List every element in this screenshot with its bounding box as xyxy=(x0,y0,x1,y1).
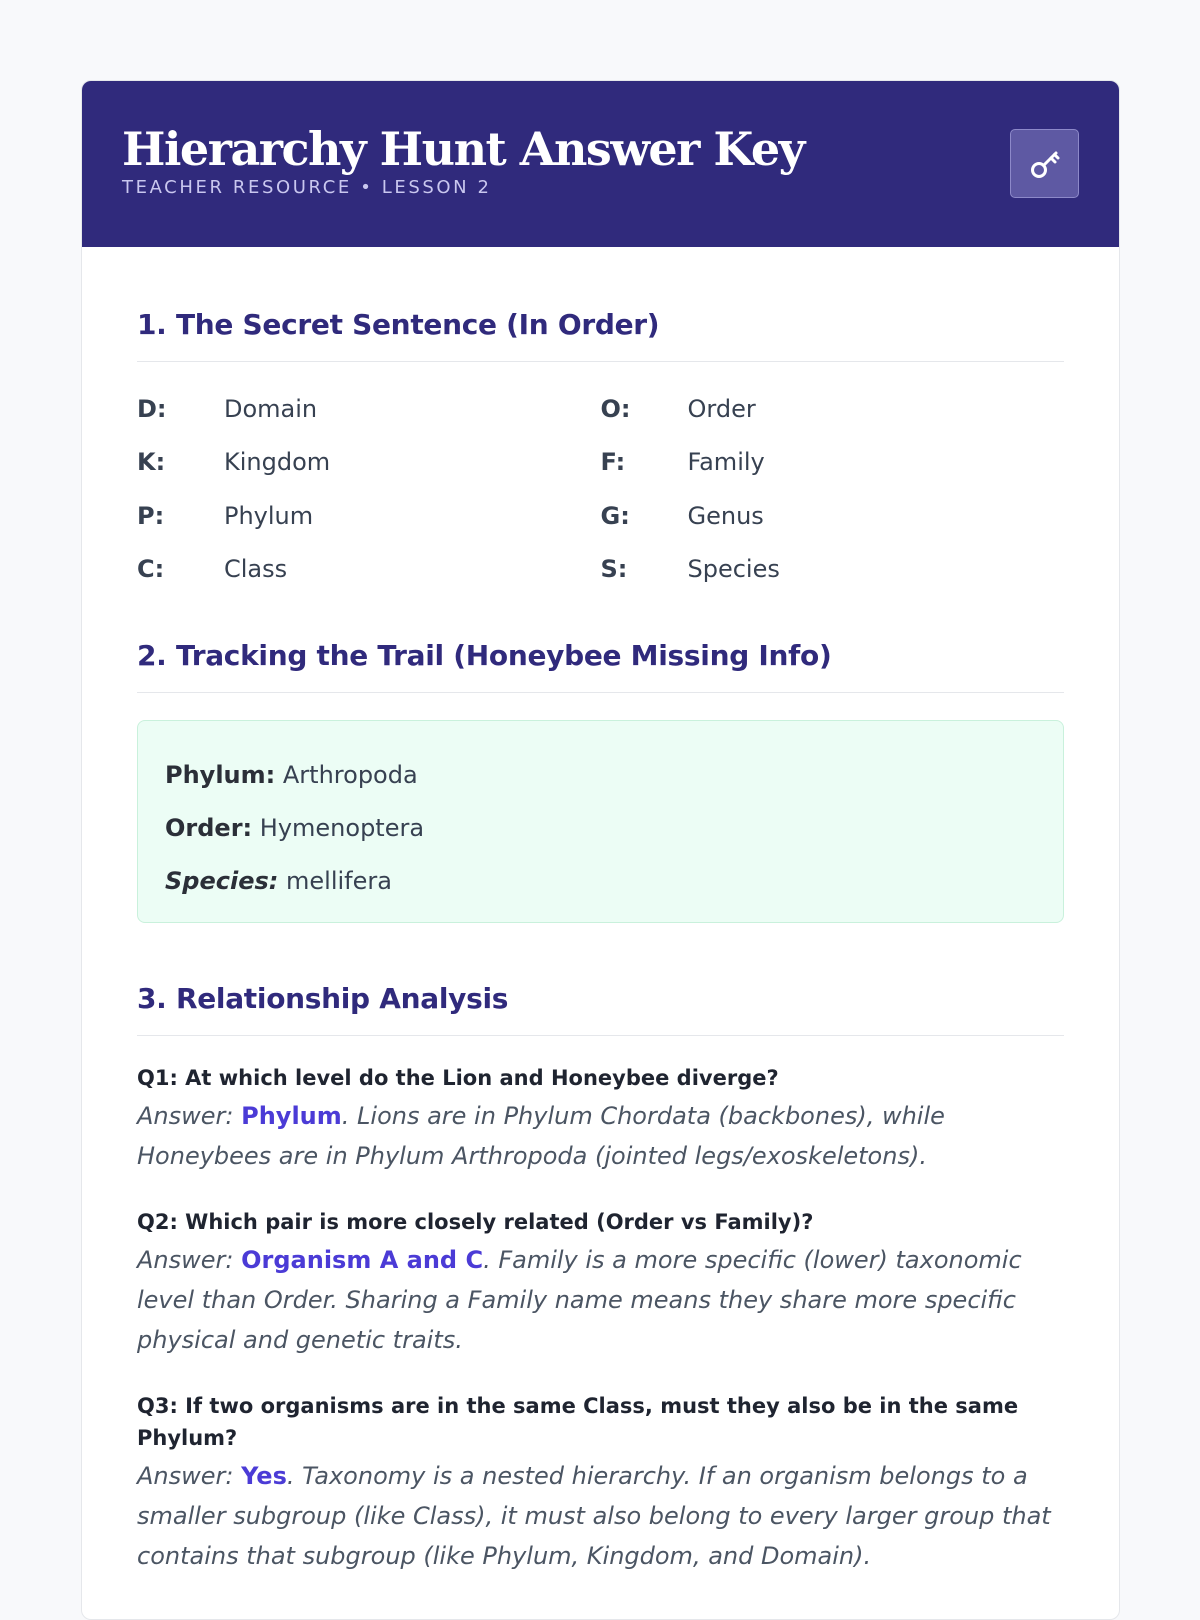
level-name: Domain xyxy=(224,394,318,423)
level-letter: K: xyxy=(137,448,166,477)
missing-info-value: mellifera xyxy=(286,867,392,895)
section-title: 3. Relationship Analysis xyxy=(137,982,509,1015)
level-row xyxy=(601,436,1065,490)
answer-key-card xyxy=(81,80,1120,1620)
level-row xyxy=(601,543,1065,597)
level-row xyxy=(137,436,601,490)
level-letter: S: xyxy=(600,555,628,584)
level-row xyxy=(137,382,601,436)
missing-info-row xyxy=(165,802,1036,855)
question-block xyxy=(137,1062,1064,1176)
question-text: Q2: Which pair is more closely related (Order vs Family)? xyxy=(137,1210,814,1234)
answer-text xyxy=(137,1240,1064,1360)
divider xyxy=(137,361,1064,362)
level-name: Genus xyxy=(687,501,764,530)
level-row xyxy=(137,543,601,597)
section-title: 1. The Secret Sentence (In Order) xyxy=(137,308,660,341)
answer-explanation: . Taxonomy is a nested hierarchy. If an organism belongs to a smaller subgroup (like Class), it must also belong to every larger group that contains that subgroup (like Phylum, Kingdom, and Domain). xyxy=(137,1462,1051,1570)
section-title: 2. Tracking the Trail (Honeybee Missing Info) xyxy=(137,639,832,672)
answer-highlight: Organism A and C xyxy=(241,1246,484,1274)
level-name: Class xyxy=(224,555,288,584)
question-text: Q1: At which level do the Lion and Honeybee diverge? xyxy=(137,1066,779,1090)
missing-info-label: Order: xyxy=(165,814,253,842)
missing-info-value: Arthropoda xyxy=(282,761,418,789)
answer-prefix: Answer: xyxy=(137,1462,234,1490)
question-block xyxy=(137,1390,1064,1576)
level-letter: D: xyxy=(137,394,167,423)
page-title: Hierarchy Hunt Answer Key xyxy=(122,122,804,176)
level-row xyxy=(601,382,1065,436)
levels-column-left xyxy=(137,382,601,596)
missing-info-row xyxy=(165,749,1036,802)
answer-prefix: Answer: xyxy=(137,1102,234,1130)
secret-sentence-section xyxy=(137,247,1064,596)
level-letter: F: xyxy=(600,448,626,477)
level-name: Kingdom xyxy=(224,448,331,477)
key-icon xyxy=(1025,144,1065,184)
answer-highlight: Phylum xyxy=(241,1102,342,1130)
answer-highlight: Yes xyxy=(241,1462,287,1490)
missing-info-label: Phylum: xyxy=(165,761,276,789)
levels-column-right xyxy=(601,382,1065,596)
taxonomy-levels-grid xyxy=(137,382,1064,596)
missing-info-value: Hymenoptera xyxy=(259,814,425,842)
answer-text xyxy=(137,1456,1064,1576)
level-row xyxy=(137,489,601,543)
answer-text xyxy=(137,1096,1064,1176)
header xyxy=(82,81,1119,247)
missing-info-box xyxy=(137,720,1064,923)
level-letter: G: xyxy=(600,501,630,530)
key-badge xyxy=(1010,129,1079,198)
question-text: Q3: If two organisms are in the same Class, must they also be in the same Phylum? xyxy=(137,1394,1019,1450)
answer-prefix: Answer: xyxy=(137,1246,234,1274)
answer-explanation: . Family is a more specific (lower) taxonomic level than Order. Sharing a Family name means they share more specific physical and genetic traits. xyxy=(137,1246,1022,1354)
answer-explanation: . Lions are in Phylum Chordata (backbones), while Honeybees are in Phylum Arthropoda (jointed legs/exoskeletons). xyxy=(137,1102,945,1170)
level-letter: P: xyxy=(137,501,165,530)
level-name: Order xyxy=(687,394,756,423)
level-letter: O: xyxy=(600,394,631,423)
level-name: Species xyxy=(687,555,780,584)
level-letter: C: xyxy=(137,555,165,584)
divider xyxy=(137,692,1064,693)
page-subtitle: TEACHER RESOURCE • LESSON 2 xyxy=(122,177,492,198)
level-row xyxy=(601,489,1065,543)
missing-info-row xyxy=(165,855,1036,908)
missing-info-label: Species: xyxy=(165,867,279,895)
question-block xyxy=(137,1206,1064,1360)
relationship-analysis-section xyxy=(137,923,1064,1576)
level-name: Family xyxy=(687,448,765,477)
level-name: Phylum xyxy=(224,501,314,530)
divider xyxy=(137,1035,1064,1036)
tracking-trail-section xyxy=(137,596,1064,923)
